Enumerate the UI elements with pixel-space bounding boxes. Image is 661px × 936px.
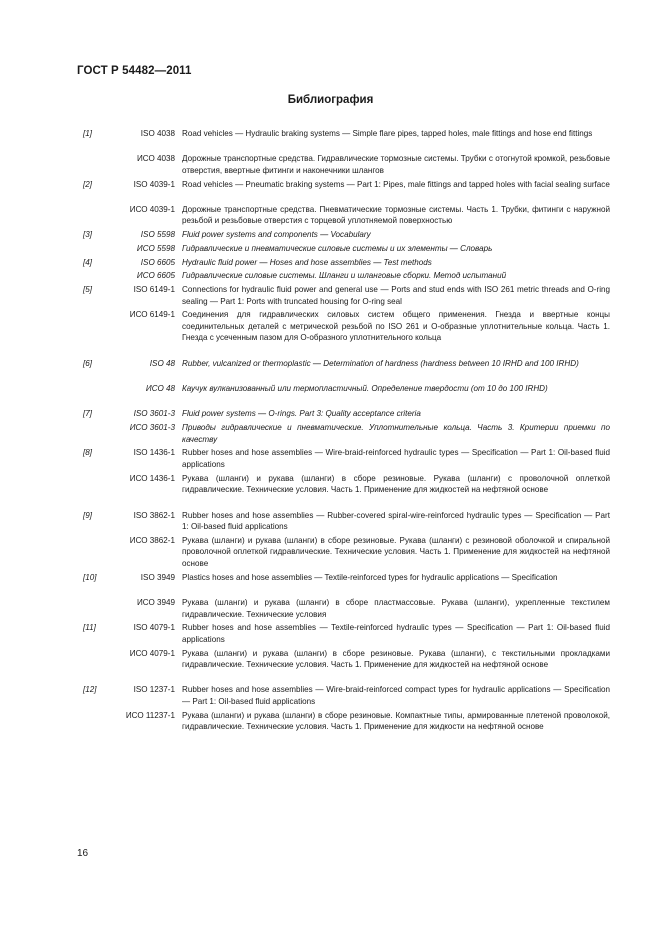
entry-title: Rubber hoses and hose assemblies — Wire-braid-reinforced hydraulic types — Specification — Part 1: Oil-based fluid applications <box>182 448 610 469</box>
entry-number: [1] <box>83 129 92 138</box>
entry-title: Дорожные транспортные средства. Пневматические тормозные системы. Часть 1. Трубки, фитинги с наружной резьбой и резьбовые отверстия с торцевой уплотняемой поверхностью <box>182 204 610 226</box>
entry-standard-code: ИСО 6149-1 <box>129 310 175 320</box>
entry-title: Рукава (шланги) и рукава (шланги) в сборе резиновые. Рукава (шланги) с проволочной оплеткой гидравлические. Технические условия. Часть 1. Применение для жидкостей на нефтяной основе <box>182 473 610 495</box>
entry-standard-code: ISO 4038 <box>140 129 175 138</box>
entry-title: Приводы гидравлические и пневматические. Уплотнительные кольца. Часть 3. Критерии приемки по качеству <box>182 423 610 444</box>
entry-standard-code: ISO 1436-1 <box>133 448 175 458</box>
entry-standard-code: ISO 5598 <box>140 230 175 240</box>
entry-title: Рукава (шланги) и рукава (шланги) в сборе пластмассовые. Рукава (шланги), укрепленные текстилем гидравлические. Технические условия <box>182 597 610 619</box>
entry-title: Hydraulic fluid power — Hoses and hose assemblies — Test methods <box>182 257 432 267</box>
entry-title: Rubber hoses and hose assemblies — Rubber-covered spiral-wire-reinforced hydraulic types — Specification — Part 1: Oil-based fluid applications <box>182 510 610 532</box>
entry-number: [8] <box>83 448 92 458</box>
entry-standard-code: ISO 4079-1 <box>133 623 175 633</box>
entry-title: Rubber, vulcanized or thermoplastic — Determination of hardness (hardness between 10 IRHD and 100 IRHD) <box>182 358 579 368</box>
entry-number: [6] <box>83 358 92 368</box>
entry-standard-code: ISO 3862-1 <box>133 510 175 520</box>
entry-title: Fluid power systems and components — Vocabulary <box>182 230 371 240</box>
entry-title: Rubber hoses and hose assemblies — Wire-braid-reinforced compact types for hydraulic applications — Specification — Part 1: Oil-based fluid applications <box>182 685 610 707</box>
entry-title: Connections for hydraulic fluid power and general use — Ports and stud ends with ISO 261 metric threads and O-ring sealing — Part 1: Ports with truncated housing for O-ring seal <box>182 284 610 306</box>
entry-standard-code: ISO 6605 <box>140 257 175 267</box>
bibliography-entry <box>80 153 610 178</box>
bibliography-entry <box>80 257 610 271</box>
bibliography-entry <box>80 270 610 284</box>
bibliography-entry <box>80 204 610 229</box>
entry-title: Рукава (шланги) и рукава (шланги) в сборе резиновые. Компактные типы, армированные плетеной проволокой, гидравлические. Технические условия. Часть 1. Применение для жидкости на нефтяной основе <box>182 710 610 732</box>
bibliography-entry <box>80 284 610 309</box>
entry-standard-code: ИСО 6605 <box>136 271 175 281</box>
entry-number: [4] <box>83 257 92 267</box>
entry-standard-code: ISO 6149-1 <box>133 284 175 294</box>
bibliography-entry <box>80 535 610 572</box>
entry-title: Road vehicles — Hydraulic braking systems — Simple flare pipes, tapped holes, male fittings and hose end fittings <box>182 129 593 138</box>
bibliography-entry <box>80 179 610 204</box>
bibliography-title: Библиография <box>287 94 374 106</box>
entry-number: [12] <box>83 685 97 695</box>
entry-number: [10] <box>83 572 97 582</box>
entry-title: Road vehicles — Pneumatic braking systems — Part 1: Pipes, male fittings and tapped holes with facial sealing surface <box>182 179 610 189</box>
entry-title: Гидравлические силовые системы. Шланги и шланговые сборки. Метод испытаний <box>182 271 507 281</box>
entry-number: [7] <box>83 409 92 419</box>
entry-number: [9] <box>83 510 92 520</box>
entry-title: Рукава (шланги) и рукава (шланги) в сборе резиновые. Рукава (шланги), с текстильными прокладками гидравлические. Технические условия. Часть 1. Применение для жидкостей на нефтяной основе <box>182 648 610 670</box>
entry-standard-code: ИСО 1436-1 <box>129 473 175 483</box>
entry-number: [5] <box>83 284 92 294</box>
entry-standard-code: ISO 4039-1 <box>133 179 175 189</box>
bibliography-entry <box>80 597 610 622</box>
bibliography-entry <box>80 422 610 447</box>
entry-standard-code: ИСО 4038 <box>136 154 175 164</box>
entry-title: Каучук вулканизованный или термопластичный. Определение твердости (от 10 до 100 IRHD) <box>182 384 548 394</box>
entry-standard-code: ISO 48 <box>149 358 175 368</box>
bibliography-entry <box>80 128 610 153</box>
entry-standard-code: ИСО 3862-1 <box>129 535 175 545</box>
entry-title: Fluid power systems — O-rings. Part 3: Quality acceptance criteria <box>182 409 421 419</box>
entry-standard-code: ИСО 3601-3 <box>129 423 175 433</box>
bibliography-entry <box>80 243 610 257</box>
entry-standard-code: ИСО 48 <box>145 384 175 394</box>
entry-standard-code: ISO 1237-1 <box>133 685 175 695</box>
entry-title: Plastics hoses and hose assemblies — Textile-reinforced types for hydraulic applications — Specification <box>182 572 558 582</box>
bibliography-entry <box>80 229 610 243</box>
entry-standard-code: ИСО 3949 <box>136 597 175 607</box>
entry-title: Rubber hoses and hose assemblies — Textile-reinforced hydraulic types — Specification — Part 1: Oil-based fluid applications <box>182 623 610 644</box>
bibliography-entry <box>80 383 610 408</box>
bibliography-entry <box>80 358 610 383</box>
entry-standard-code: ИСО 4039-1 <box>129 204 175 214</box>
entry-standard-code: ИСО 5598 <box>136 243 175 253</box>
document-header: ГОСТ Р 54482—2011 <box>77 65 192 77</box>
bibliography-entry <box>80 622 610 647</box>
entry-title: Дорожные транспортные средства. Гидравлические тормозные системы. Трубки с отогнутой кромкой, резьбовые отверстия, ввертные фитинги и наконечники шлангов <box>182 154 610 175</box>
bibliography-entry <box>80 684 610 709</box>
bibliography-entry <box>80 648 610 685</box>
entry-title: Рукава (шланги) и рукава (шланги) в сборе резиновые. Рукава (шланги) с резиновой оболочкой и спиральной проволочной оплеткой гидравлические. Технические условия. Часть 1. Применение для жидкостей на нефтяной основе <box>182 535 610 568</box>
bibliography-entry <box>80 710 610 747</box>
entry-title: Соединения для гидравлических силовых систем общего применения. Гнезда и ввертные концы соединительных деталей с метрической резьбой по ISO 261 и О-образные уплотнительные кольца. Часть 1. Гнезда с усеченным пазом для О-образного уплотнительного кольца <box>182 310 610 343</box>
bibliography-list <box>80 128 610 747</box>
page-number: 16 <box>77 848 89 859</box>
entry-standard-code: ISO 3601-3 <box>133 409 175 419</box>
bibliography-entry <box>80 473 610 510</box>
entry-title: Гидравлические и пневматические силовые системы и их элементы — Словарь <box>182 243 493 253</box>
bibliography-entry <box>80 408 610 422</box>
bibliography-entry <box>80 572 610 597</box>
entry-standard-code: ИСО 11237-1 <box>125 710 175 720</box>
bibliography-entry <box>80 447 610 472</box>
entry-number: [3] <box>83 230 92 240</box>
entry-standard-code: ИСО 4079-1 <box>129 648 175 658</box>
entry-standard-code: ISO 3949 <box>140 572 175 582</box>
entry-number: [11] <box>83 623 96 633</box>
bibliography-entry <box>80 309 610 358</box>
bibliography-entry <box>80 510 610 535</box>
entry-number: [2] <box>83 179 92 189</box>
